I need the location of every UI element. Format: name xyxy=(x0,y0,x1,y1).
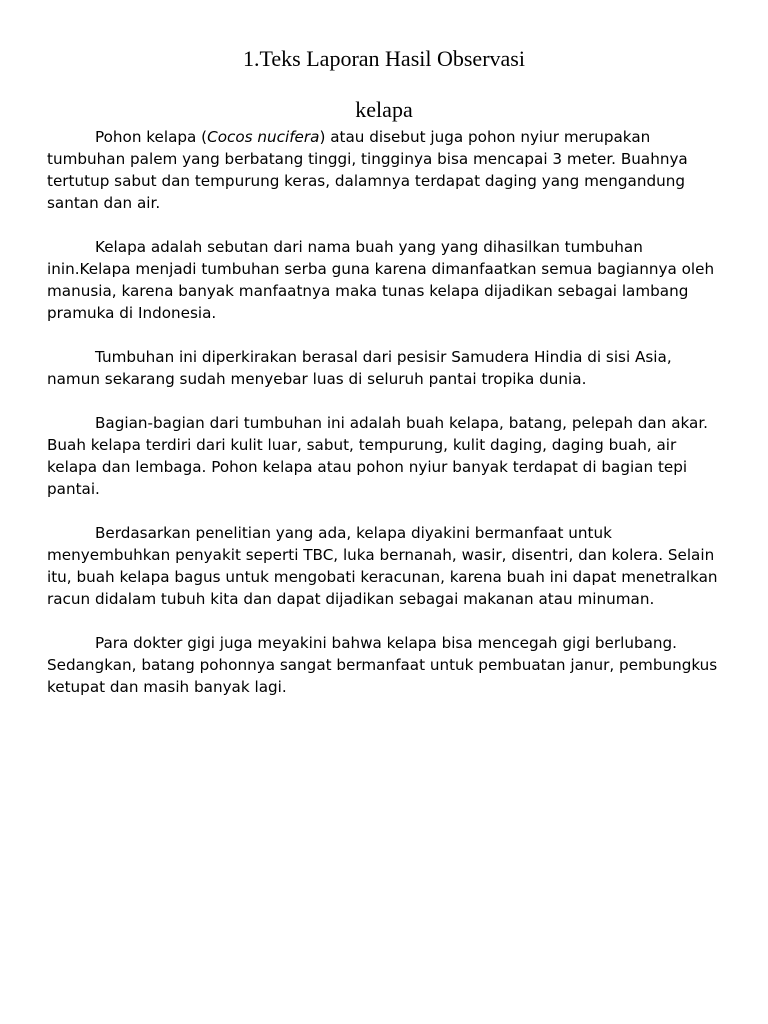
paragraph-2: Kelapa adalah sebutan dari nama buah yang yang dihasilkan tumbuhan inin.Kelapa menjadi tumbuhan serba guna karena dimanfaatkan semua bagiannya oleh manusia, karena banyak manfaatnya maka tunas kelapa dijadikan sebagai lambang pramuka di Indonesia. xyxy=(47,238,715,322)
scientific-name: Cocos nucifera xyxy=(207,128,320,146)
paragraph-1 xyxy=(47,126,727,214)
document-body xyxy=(47,126,727,720)
paragraph-1-before: Pohon kelapa ( xyxy=(95,128,208,146)
paragraph-3: Tumbuhan ini diperkirakan berasal dari pesisir Samudera Hindia di sisi Asia, namun sekarang sudah menyebar luas di seluruh pantai tropika dunia. xyxy=(47,348,672,388)
document-subtitle: kelapa xyxy=(355,97,413,122)
paragraph-5: Berdasarkan penelitian yang ada, kelapa diyakini bermanfaat untuk menyembuhkan penyakit seperti TBC, luka bernanah, wasir, disentri, dan kolera. Selain itu, buah kelapa bagus untuk mengobati keracunan, karena buah ini dapat menetralkan racun didalam tubuh kita dan dapat dijadikan sebagai makanan atau minuman. xyxy=(47,524,718,608)
document-title: 1.Teks Laporan Hasil Observasi xyxy=(243,46,525,71)
paragraph-4: Bagian-bagian dari tumbuhan ini adalah buah kelapa, batang, pelepah dan akar. Buah kelapa terdiri dari kulit luar, sabut, tempurung, kulit daging, daging buah, air kelapa dan lembaga. Pohon kelapa atau pohon nyiur banyak terdapat di bagian tepi pantai. xyxy=(47,414,709,498)
paragraph-1-after: ) atau disebut juga pohon nyiur merupakan tumbuhan palem yang berbatang tinggi, tingginya bisa mencapai 3 meter. Buahnya tertutup sabut dan tempurung keras, dalamnya terdapat daging yang mengandung santan dan air. xyxy=(47,128,688,212)
paragraph-6: Para dokter gigi juga meyakini bahwa kelapa bisa mencegah gigi berlubang. Sedangkan, batang pohonnya sangat bermanfaat untuk pembuatan janur, pembungkus ketupat dan masih banyak lagi. xyxy=(47,634,718,696)
